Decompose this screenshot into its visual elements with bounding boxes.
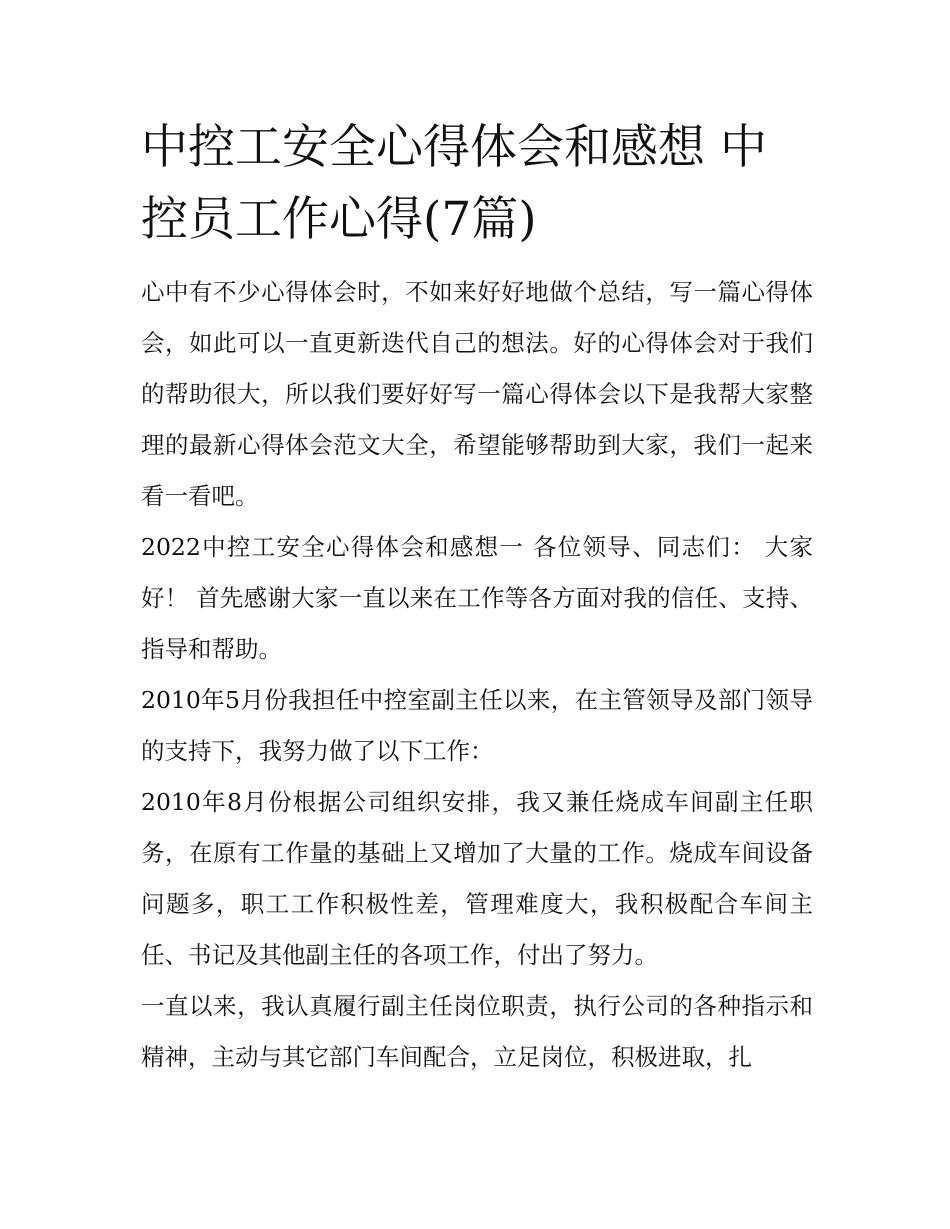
document-title: 中控工安全心得体会和感想 中控员工作心得(7篇) [141, 120, 767, 247]
paragraph-intro: 心中有不少心得体会时，不如来好好地做个总结，写一篇心得体会，如此可以一直更新迭代自己的想法。好的心得体会对于我们的帮助很大，所以我们要好好写一篇心得体会以下是我帮大家整理的最新心得体会范文大全，希望能够帮助到大家，我们一起来看一看吧。 [141, 278, 813, 510]
paragraph-greeting: 2022中控工安全心得体会和感想一 各位领导、同志们： 大家好！ 首先感谢大家一直以来在工作等各方面对我的信任、支持、指导和帮助。 [141, 533, 813, 663]
paragraph-duties: 一直以来，我认真履行副主任岗位职责，执行公司的各种指示和精神，主动与其它部门车间配合，立足岗位，积极进取，扎 [141, 992, 813, 1071]
document-page [141, 112, 813, 1083]
paragraph-may-2010: 2010年5月份我担任中控室副主任以来，在主管领导及部门领导的支持下，我努力做了以下工作： [141, 686, 813, 765]
paragraph-aug-2010: 2010年8月份根据公司组织安排，我又兼任烧成车间副主任职务，在原有工作量的基础上又增加了大量的工作。烧成车间设备问题多，职工工作积极性差，管理难度大，我积极配合车间主任、书记及其他副主任的各项工作，付出了努力。 [141, 788, 813, 969]
